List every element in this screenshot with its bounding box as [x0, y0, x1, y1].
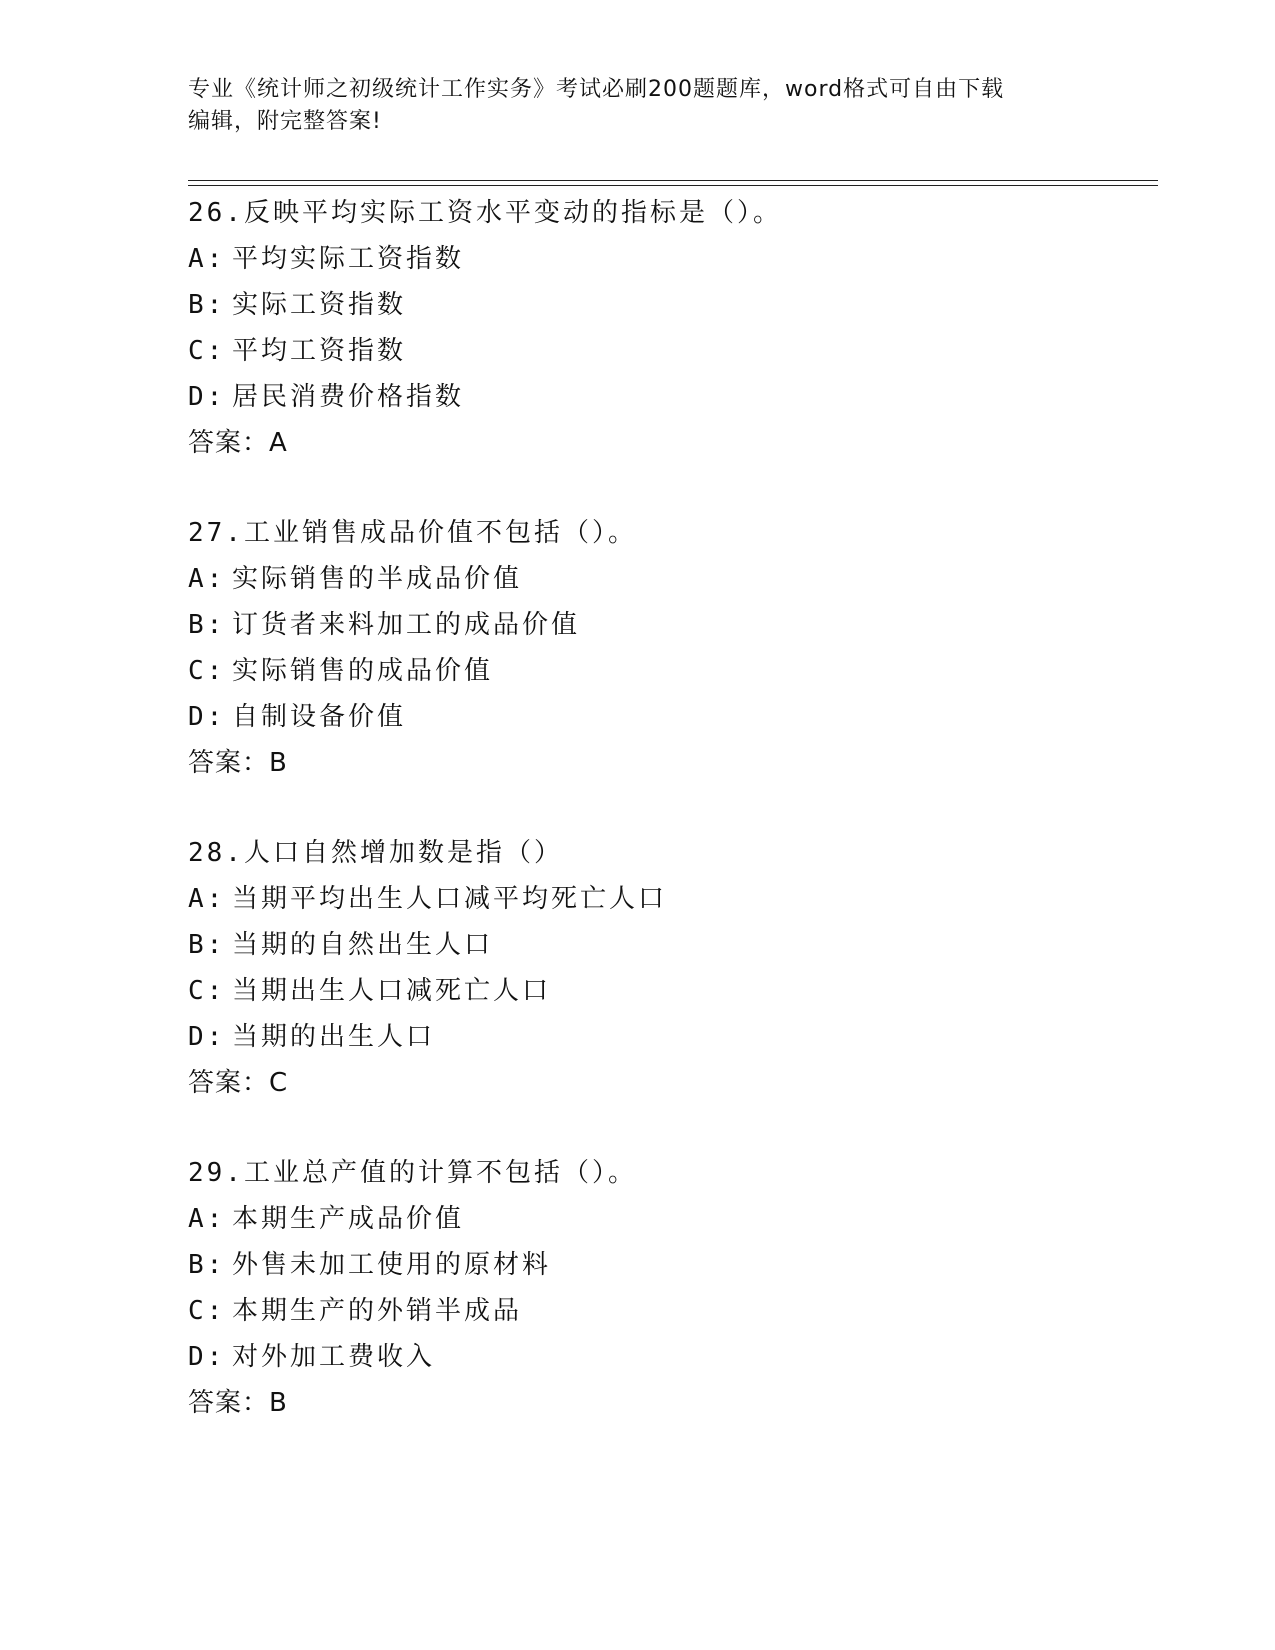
option-b — [188, 282, 1148, 328]
option-c — [188, 968, 1148, 1014]
option-text: 实际工资指数 — [232, 290, 407, 320]
option-letter: B: — [188, 610, 226, 640]
question-stem: 27.工业销售成品价值不包括（）。 — [188, 518, 637, 548]
option-letter: A: — [188, 244, 226, 274]
question-29 — [188, 1150, 1148, 1426]
option-letter: C: — [188, 1296, 226, 1326]
option-c — [188, 328, 1148, 374]
answer: 答案：C — [188, 1068, 289, 1098]
document-header — [188, 74, 1068, 138]
option-d — [188, 374, 1148, 420]
question-27 — [188, 510, 1148, 786]
option-b — [188, 1242, 1148, 1288]
option-a — [188, 236, 1148, 282]
option-letter: C: — [188, 336, 226, 366]
answer: 答案：B — [188, 1388, 288, 1418]
option-text: 当期出生人口减死亡人口 — [232, 976, 552, 1006]
option-text: 对外加工费收入 — [232, 1342, 436, 1372]
option-a — [188, 876, 1148, 922]
option-a — [188, 556, 1148, 602]
option-text: 订货者来料加工的成品价值 — [232, 610, 581, 640]
option-text: 居民消费价格指数 — [232, 382, 465, 412]
option-text: 当期的出生人口 — [232, 1022, 436, 1052]
option-letter: B: — [188, 930, 226, 960]
option-letter: D: — [188, 702, 226, 732]
option-text: 当期平均出生人口减平均死亡人口 — [232, 884, 668, 914]
option-letter: B: — [188, 1250, 226, 1280]
option-text: 本期生产的外销半成品 — [232, 1296, 523, 1326]
option-text: 当期的自然出生人口 — [232, 930, 494, 960]
answer: 答案：A — [188, 428, 288, 458]
option-d — [188, 1334, 1148, 1380]
header-divider-top — [188, 180, 1158, 181]
option-d — [188, 1014, 1148, 1060]
header-divider-bottom — [188, 185, 1158, 186]
option-text: 平均实际工资指数 — [232, 244, 465, 274]
question-stem: 28.人口自然增加数是指（） — [188, 838, 563, 868]
option-b — [188, 602, 1148, 648]
question-stem: 26.反映平均实际工资水平变动的指标是（）。 — [188, 198, 782, 228]
option-letter: A: — [188, 1204, 226, 1234]
option-c — [188, 1288, 1148, 1334]
option-letter: D: — [188, 1342, 226, 1372]
option-text: 实际销售的成品价值 — [232, 656, 494, 686]
question-28 — [188, 830, 1148, 1106]
option-text: 外售未加工使用的原材料 — [232, 1250, 552, 1280]
option-a — [188, 1196, 1148, 1242]
header-line-2: 编辑，附完整答案! — [188, 109, 382, 134]
question-stem: 29.工业总产值的计算不包括（）。 — [188, 1158, 637, 1188]
header-line-1: 专业《统计师之初级统计工作实务》考试必刷200题题库，word格式可自由下载 — [188, 77, 1005, 102]
option-letter: A: — [188, 884, 226, 914]
option-letter: C: — [188, 976, 226, 1006]
option-text: 自制设备价值 — [232, 702, 407, 732]
question-26 — [188, 190, 1148, 466]
option-letter: D: — [188, 382, 226, 412]
option-c — [188, 648, 1148, 694]
option-letter: D: — [188, 1022, 226, 1052]
option-letter: B: — [188, 290, 226, 320]
option-text: 平均工资指数 — [232, 336, 407, 366]
answer: 答案：B — [188, 748, 288, 778]
option-b — [188, 922, 1148, 968]
option-letter: A: — [188, 564, 226, 594]
option-text: 实际销售的半成品价值 — [232, 564, 523, 594]
option-d — [188, 694, 1148, 740]
option-text: 本期生产成品价值 — [232, 1204, 465, 1234]
option-letter: C: — [188, 656, 226, 686]
